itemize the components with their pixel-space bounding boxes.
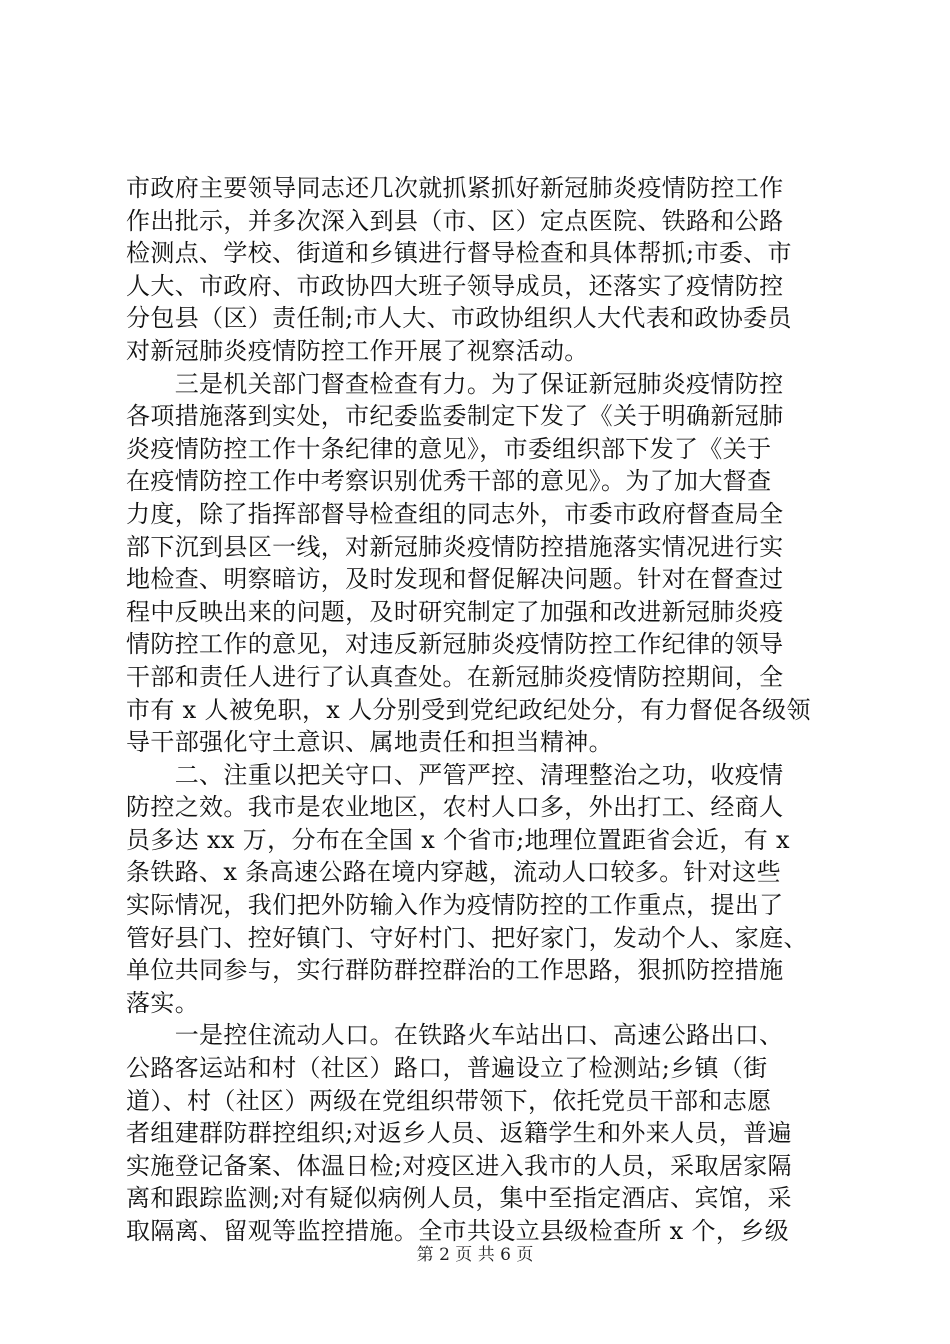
text-line: 分包县（区）责任制;市人大、市政协组织人大代表和政协委员 [126,304,792,333]
text-line: 情防控工作的意见，对违反新冠肺炎疫情防控工作纪律的领导 [126,630,784,659]
document-body [126,172,830,1248]
text-line: 市有 x 人被免职，x 人分别受到党纪政纪处分，有力督促各级领 [126,695,811,724]
text-line: 三是机关部门督查检查有力。为了保证新冠肺炎疫情防控 [126,369,784,398]
text-line: 公路客运站和村（社区）路口，普遍设立了检测站;乡镇（街 [126,1054,768,1083]
text-line: 防控之效。我市是农业地区，农村人口多，外出打工、经商人 [126,793,784,822]
text-line: 落实。 [126,988,200,1017]
text-line: 在疫情防控工作中考察识别优秀干部的意见》。为了加大督查 [126,467,772,496]
text-line: 力度，除了指挥部督导检查组的同志外，市委市政府督查局全 [126,499,784,528]
text-line: 员多达 xx 万，分布在全国 x 个省市;地理位置距省会近，有 x [126,825,790,854]
text-line: 导干部强化守土意识、属地责任和担当精神。 [126,728,613,757]
text-line: 实施登记备案、体温日检;对疫区进入我市的人员，采取居家隔 [126,1151,792,1180]
text-line: 市政府主要领导同志还几次就抓紧抓好新冠肺炎疫情防控工作 [126,174,784,202]
text-line: 地检查、明察暗访，及时发现和督促解决问题。针对在督查过 [126,565,784,594]
text-line: 程中反映出来的问题，及时研究制定了加强和改进新冠肺炎疫 [126,597,784,626]
text-line: 干部和责任人进行了认真查处。在新冠肺炎疫情防控期间，全 [126,662,784,691]
text-line: 管好县门、控好镇门、守好村门、把好家门，发动个人、家庭、 [126,923,808,952]
text-line: 条铁路、x 条高速公路在境内穿越，流动人口较多。针对这些 [126,858,781,887]
text-line: 实际情况，我们把外防输入作为疫情防控的工作重点，提出了 [126,891,784,920]
text-line: 对新冠肺炎疫情防控工作开展了视察活动。 [126,336,589,365]
text-line: 取隔离、留观等监控措施。全市共设立县级检查所 x 个，乡级 [126,1217,789,1245]
text-line: 道）、村（社区）两级在党组织带领下，依托党员干部和志愿 [126,1086,772,1115]
text-line: 一是控住流动人口。在铁路火车站出口、高速公路出口、 [126,1021,784,1050]
text-line: 单位共同参与，实行群防群控群治的工作思路，狠抓防控措施 [126,956,784,985]
text-line: 二、注重以把关守口、严管严控、清理整治之功，收疫情 [126,760,784,789]
text-line: 各项措施落到实处，市纪委监委制定下发了《关于明确新冠肺 [126,402,784,431]
text-line: 炎疫情防控工作十条纪律的意见》，市委组织部下发了《关于 [126,434,772,463]
page-number-footer: 第 2 页 共 6 页 [416,1245,534,1265]
text-line: 检测点、学校、街道和乡镇进行督导检查和具体帮抓;市委、市 [126,239,792,268]
text-line: 者组建群防群控组织;对返乡人员、返籍学生和外来人员，普遍 [126,1119,792,1148]
text-line: 人大、市政府、市政协四大班子领导成员，还落实了疫情防控 [126,271,784,300]
text-line: 离和跟踪监测;对有疑似病例人员，集中至指定酒店、宾馆，采 [126,1184,792,1213]
text-line: 作出批示，并多次深入到县（市、区）定点医院、铁路和公路 [126,206,784,235]
text-line: 部下沉到县区一线，对新冠肺炎疫情防控措施落实情况进行实 [126,532,784,561]
